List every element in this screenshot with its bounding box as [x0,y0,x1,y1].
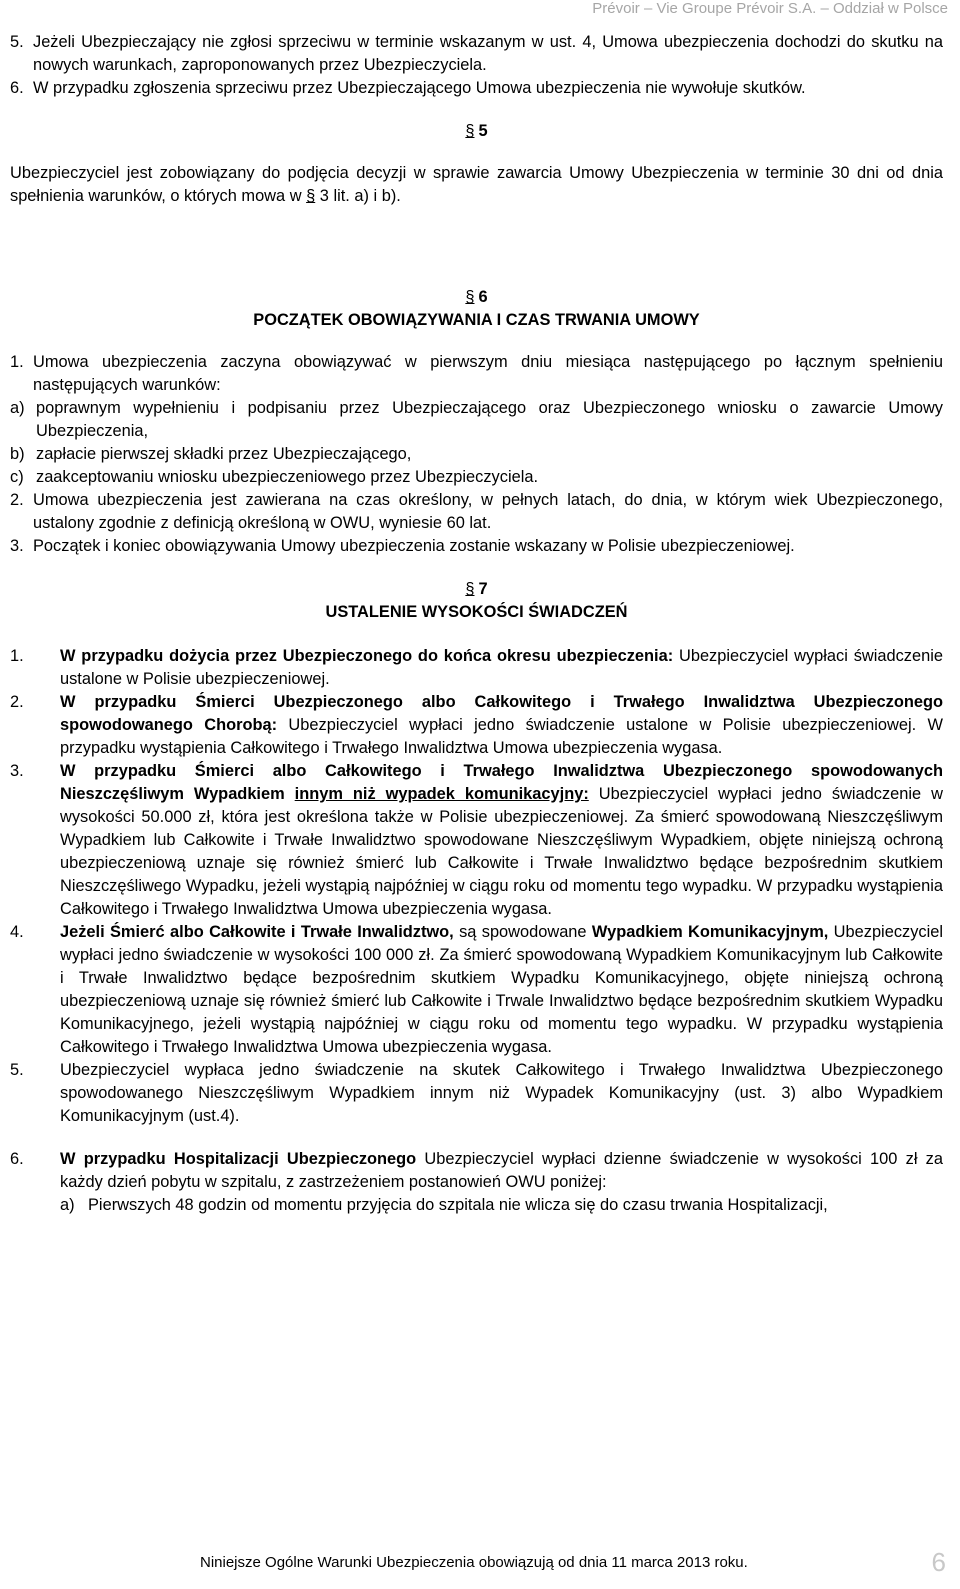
list-item [10,489,943,535]
item-text: poprawnym wypełnieniu i podpisaniu przez Ubezpieczającego oraz Ubezpieczonego wniosku o zawarcie Umowy Ubezpieczenia, [36,399,943,440]
paragraph-text: Ubezpieczyciel wypłaci jedno świadczenie w wysokości 50.000 zł, która jest określona także w Polisie ubezpieczeniowej. Za śmierć spowodowaną Nieszczęśliwym Wypadkiem lub Całkowite i Trwałe Inwalidztwo spowodowane Nieszczęśliwym Wypadkiem, objęte niniejszą ochroną ubezpieczeniową uznaje się również śmierć lub Całkowite i Trwałe Inwalidztwo będące bezpośrednim skutkiem Nieszczęśliwego Wypadku, jeżeli wystąpią najpóźniej w ciągu roku od momentu tego wypadku. W przypadku wystąpienia Całkowitego i Trwałego Inwalidztwa Umowa ubezpieczenia wygasa. [60,785,943,918]
item-text [60,760,943,921]
list-item [10,645,943,691]
item-letter: c) [10,468,24,486]
list-item [10,691,943,760]
item-text [60,921,943,1059]
bold-text: Jeżeli Śmierć albo Całkowite i Trwałe Inwalidztwo, [60,923,454,941]
bold-text: W przypadku Śmierci albo Całkowitego i Trwałego Inwalidztwa Ubezpieczonego spowodowanych Nieszczęśliwym Wypadkiem [60,762,943,803]
section-symbol: § [465,580,475,598]
item-text [60,1148,943,1194]
item-number: 3. [10,537,24,555]
item-text [60,1194,943,1217]
bold-text: W przypadku dożycia przez Ubezpieczonego do końca okresu ubezpieczenia: [60,647,674,665]
bold-text: W przypadku Hospitalizacji Ubezpieczonego [60,1150,417,1168]
indent-spacer [10,1194,60,1217]
item-text: Ubezpieczyciel wypłaca jedno świadczenie na skutek Całkowitego i Trwałego Inwalidztwa Ubezpieczonego spowodowanego Nieszczęśliwym Wypadkiem innym niż Wypadek Komunikacyjny (ust. 3) albo Wypadkiem Komunikacyjnym (ust.4). [60,1061,943,1125]
item-number: 1. [10,353,24,371]
item-number: 4. [10,923,24,941]
item-text [33,351,943,397]
paragraph-text: Ubezpieczyciel wypłaci dzienne świadczenie w wysokości 100 zł za każdy dzień pobytu w szpitalu, z zastrzeżeniem postanowień OWU poniżej: [60,1150,943,1191]
underlined-bold-text: innym niż wypadek komunikacyjny: [294,785,589,803]
paragraph-text: Ubezpieczyciel jest zobowiązany do podjęcia decyzji w sprawie zawarcia Umowy Ubezpieczenia w terminie 30 dni od dnia spełnienia warunków, o których mowa w [10,164,943,205]
paragraph-text: Ubezpieczyciel wypłaci jedno świadczenie ustalone w Polisie ubezpieczeniowej. W przypadku wystąpienia Całkowitego i Trwałego Inwalidztwa Umowa ubezpieczenia wygasa. [60,716,943,757]
item-letter: a) [60,1196,75,1214]
item-text [60,691,943,760]
item-text: W przypadku zgłoszenia sprzeciwu przez Ubezpieczającego Umowa ubezpieczenia nie wywołuje skutków. [33,79,806,97]
section-heading [10,578,943,601]
list-item [10,351,943,397]
list-item [10,77,943,100]
section-number: 5 [478,122,488,140]
list-item [10,921,943,1059]
paragraph-text: Ubezpieczyciel wypłaci świadczenie ustalone w Polisie ubezpieczeniowej. [60,647,943,688]
item-number: 2. [10,693,24,711]
bold-text: W przypadku Śmierci Ubezpieczonego albo Całkowitego i Trwałego Inwalidztwa Ubezpieczonego spowodowanego Chorobą: [60,693,943,734]
list-item [10,1059,943,1128]
item-text: Początek i koniec obowiązywania Umowy ubezpieczenia zostanie wskazany w Polisie ubezpieczeniowej. [33,537,795,555]
paragraph-text: są spowodowane [453,923,592,941]
sub-list-item [10,397,943,443]
list-item [10,31,943,77]
item-number: 5. [10,1061,24,1079]
section-number: 7 [478,580,488,598]
item-text: Jeżeli Ubezpieczający nie zgłosi sprzeciwu w terminie wskazanym w ust. 4, Umowa ubezpieczenia dochodzi do skutku na nowych warunkach, zaproponowanych przez Ubezpieczyciela. [33,33,943,74]
section-symbol: § [465,122,475,140]
section-number: 6 [478,288,488,306]
paragraph-text: Pierwszych 48 godzin od momentu przyjęcia do szpitala nie wlicza się do czasu trwania Hospitalizacji, [88,1196,828,1214]
item-number: 3. [10,762,24,780]
item-number: 6. [10,1150,24,1168]
bold-text: Wypadkiem Komunikacyjnym, [591,923,829,941]
item-letter: a) [10,399,25,417]
paragraph-text: Ubezpieczyciel wypłaci jedno świadczenie w wysokości 100 000 zł. Za śmierć spowodowaną Wypadkiem Komunikacyjnym lub Całkowite i Trwałe Inwalidztwo będące bezpośrednim skutkiem Wypadku Komunikacyjnego, objęte niniejszą ochroną ubezpieczeniową uznaje się również śmierć lub Całkowite i Trwale Inwalidztwo będące bezpośrednim skutkiem Wypadku Komunikacyjnego, jeżeli wystąpią najpóźniej w ciągu roku od momentu tego wypadku. W przypadku wystąpienia Całkowitego i Trwałego Inwalidztwa Umowa ubezpieczenia wygasa. [60,923,943,1056]
section-symbol: § [465,288,475,306]
item-letter: b) [10,445,25,463]
section-heading [10,286,943,309]
page-footer: Niniejsze Ogólne Warunki Ubezpieczenia obowiązują od dnia 11 marca 2013 roku. [200,1554,748,1571]
section-heading [10,120,943,143]
paragraph-text: 3 lit. a) i b). [315,187,401,205]
item-number: 1. [10,647,24,665]
item-text: zaakceptowaniu wniosku ubezpieczeniowego przez Ubezpieczyciela. [36,468,539,486]
list-item [10,1148,943,1194]
item-text: zapłacie pierwszej składki przez Ubezpieczającego, [36,445,412,463]
item-number: 5. [10,33,24,51]
page-number: 6 [931,1547,946,1577]
sub-list-item [10,443,943,466]
item-number: 6. [10,79,24,97]
sub-list-item [10,1194,943,1217]
page-header: Prévoir – Vie Groupe Prévoir S.A. – Oddział w Polsce [592,0,948,17]
document-body [10,31,943,1217]
list-item [10,760,943,921]
section-title: POCZĄTEK OBOWIĄZYWANIA I CZAS TRWANIA UMOWY [253,311,700,329]
paragraph-text: Umowa ubezpieczenia zaczyna obowiązywać w pierwszym dniu miesiąca następującego po łącznym spełnieniu następujących warunków: [33,353,943,394]
section-title: USTALENIE WYSOKOŚCI ŚWIADCZEŃ [325,603,628,621]
item-text [60,645,943,691]
sub-list-item [10,466,943,489]
item-text: Umowa ubezpieczenia jest zawierana na czas określony, w pełnych latach, do dnia, w którym wiek Ubezpieczonego, ustalony zgodnie z definicją określoną w OWU, wyniesie 60 lat. [33,491,943,532]
list-item [10,535,943,558]
section-paragraph [10,162,943,208]
section-symbol: § [306,187,316,205]
item-number: 2. [10,491,24,509]
